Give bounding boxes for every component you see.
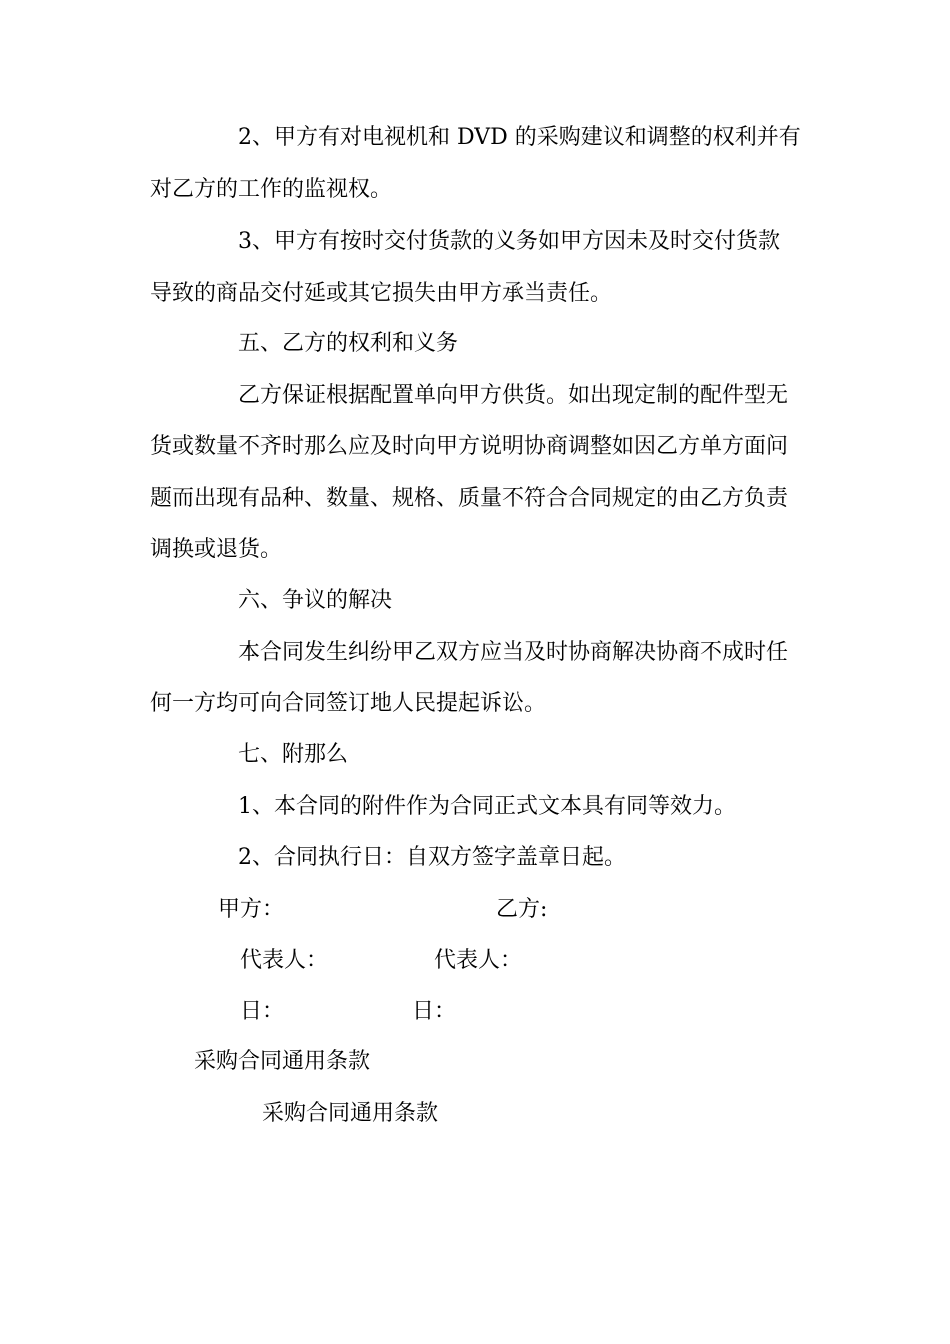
paragraph-line: 2、甲方有对电视机和 DVD 的采购建议和调整的权利并有 <box>238 125 801 150</box>
paragraph-line: 货或数量不齐时那么应及时向甲方说明协商调整如因乙方单方面问 <box>150 434 789 459</box>
paragraph-line: 3、甲方有按时交付货款的义务如甲方因未及时交付货款 <box>238 229 780 254</box>
paragraph-line: 对乙方的工作的监视权。 <box>150 177 393 202</box>
party-b-label: 乙方: <box>496 897 548 922</box>
paragraph-line: 题而出现有品种、数量、规格、质量不符合合同规定的由乙方负责 <box>150 486 789 511</box>
section-heading: 七、附那么 <box>238 742 349 767</box>
date-b-label: 日： <box>412 999 457 1024</box>
representative-b-label: 代表人： <box>434 948 523 973</box>
representative-a-label: 代表人： <box>240 948 329 973</box>
footer-title: 采购合同通用条款 <box>194 1049 371 1074</box>
section-heading: 六、争议的解决 <box>238 588 393 613</box>
section-heading: 五、乙方的权利和义务 <box>238 331 459 356</box>
party-a-label: 甲方： <box>218 897 285 922</box>
paragraph-line: 2、合同执行日：自双方签字盖章日起。 <box>238 845 626 870</box>
paragraph-line: 本合同发生纠纷甲乙双方应当及时协商解决协商不成时任 <box>238 640 789 665</box>
paragraph-line: 1、本合同的附件作为合同正式文本具有同等效力。 <box>238 794 736 819</box>
paragraph-line: 乙方保证根据配置单向甲方供货。如出现定制的配件型无 <box>238 383 789 408</box>
footer-title: 采购合同通用条款 <box>262 1101 439 1126</box>
date-a-label: 日： <box>240 999 285 1024</box>
paragraph-line: 调换或退货。 <box>150 537 283 562</box>
paragraph-line: 何一方均可向合同签订地人民提起诉讼。 <box>150 691 547 716</box>
paragraph-line: 导致的商品交付延或其它损失由甲方承当责任。 <box>150 281 613 306</box>
